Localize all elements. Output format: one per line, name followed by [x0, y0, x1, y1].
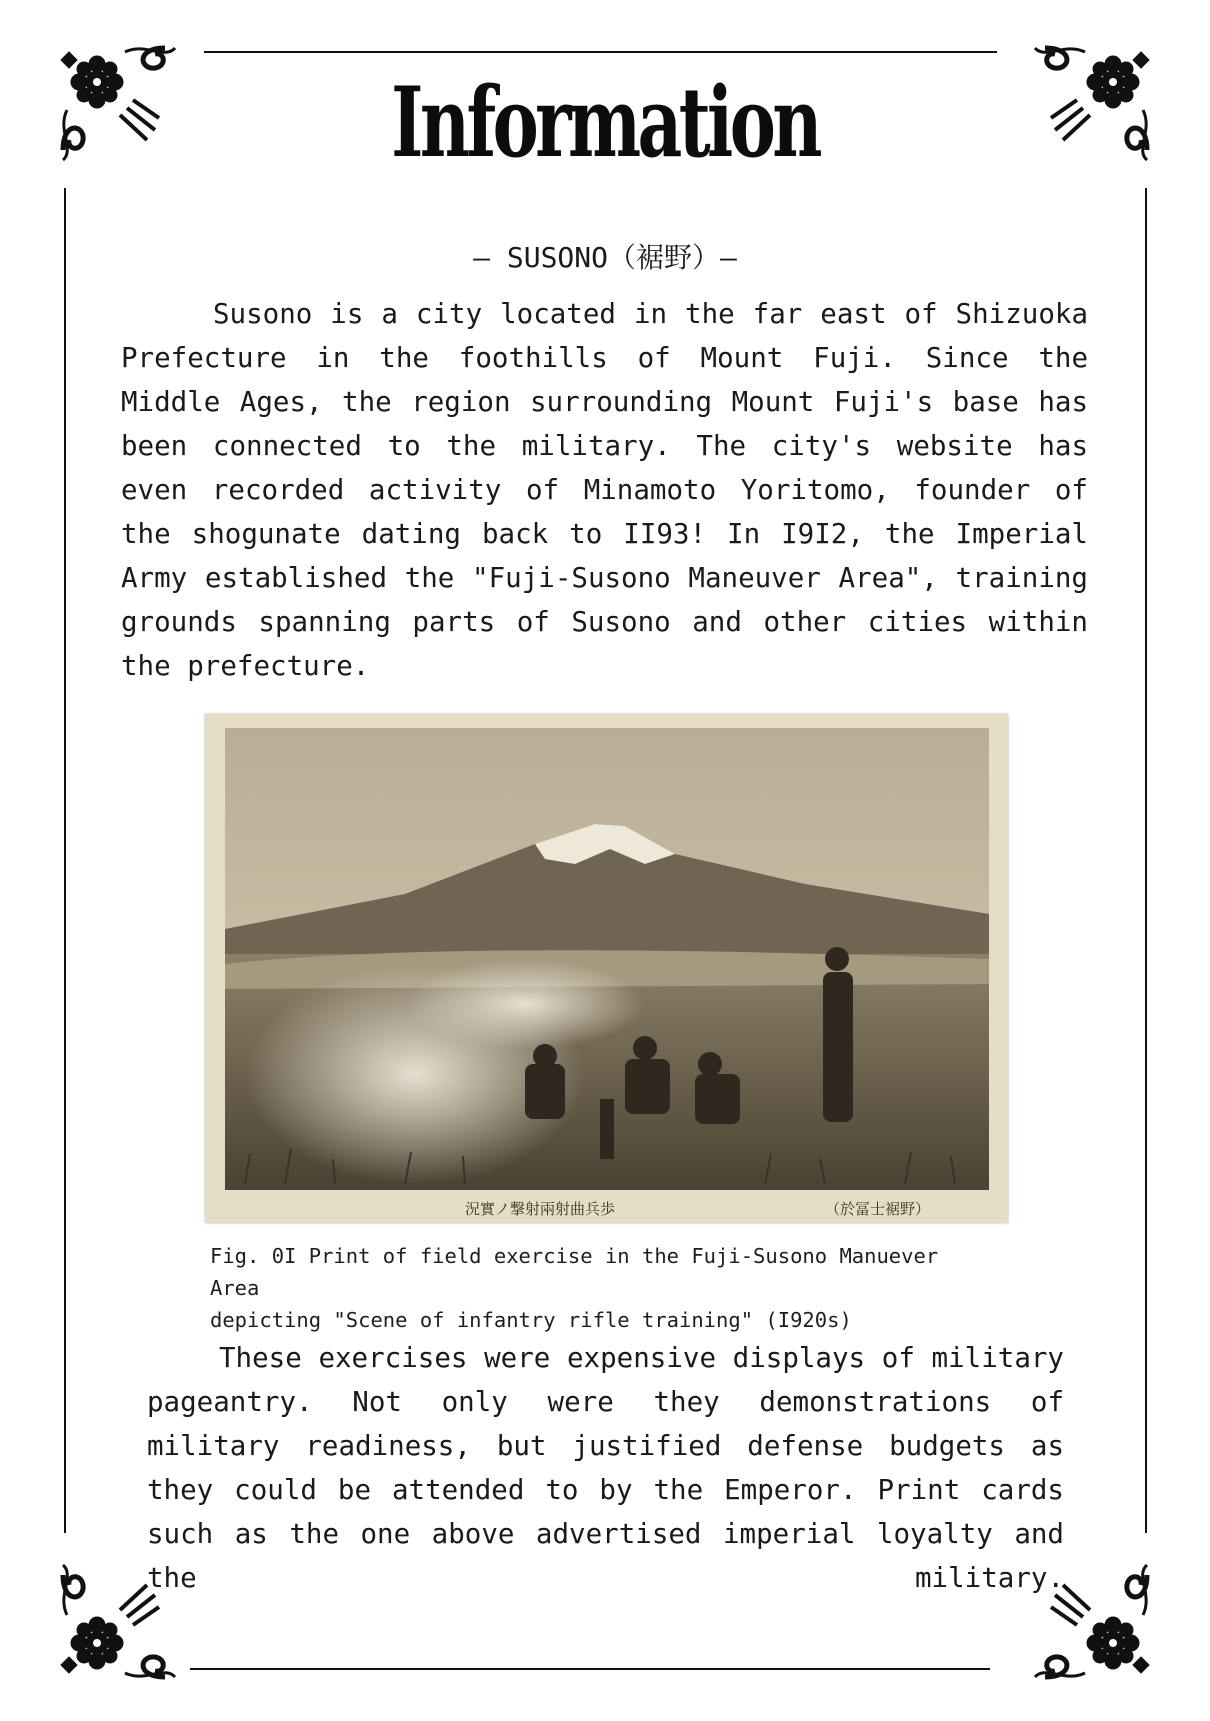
section-subtitle: — SUSONO（裾野）—	[473, 241, 737, 274]
bottom-rule	[190, 1668, 990, 1670]
photo-caption-left: 況實ノ撃射兩射曲兵歩	[465, 1200, 616, 1218]
corner-ornament-top-left-icon	[55, 40, 185, 170]
photo-caption-right: （於冨士裾野）	[825, 1200, 931, 1218]
right-rule	[1145, 188, 1147, 1533]
historical-photo	[205, 714, 1008, 1223]
corner-ornament-top-right-icon	[1025, 40, 1155, 170]
figure-caption-line-2: depicting "Scene of infantry rifle training" (I920s)	[210, 1308, 852, 1332]
intro-paragraph: Susono is a city located in the far east of Shizuoka Prefecture in the foothills of Mount Fuji. Since the Middle Ages, the region surrounding Mount Fuji's base has been connected to the military. The city's website has even recorded activity of Minamoto Yoritomo, founder of the shogunate dating back to II93! In I9I2, the Imperial Army established the "Fuji-Susono Maneuver Area", training grounds spanning parts of Susono and other cities within the prefecture.	[121, 298, 1088, 682]
figure-caption	[210, 1240, 990, 1336]
figure-caption-line-1: Fig. 0I Print of field exercise in the Fuji-Susono Manuever Area	[210, 1244, 939, 1300]
closing-paragraph: These exercises were expensive displays of military pageantry. Not only were they demonstrations of military readiness, but justified defense budgets as they could be attended to by the Emperor. Print cards such as the one above advertised imperial loyalty and the military.	[147, 1342, 1064, 1594]
left-rule	[64, 188, 66, 1533]
page-title: Information	[391, 66, 819, 179]
top-rule	[204, 51, 997, 53]
photo-illustration	[205, 714, 1008, 1223]
